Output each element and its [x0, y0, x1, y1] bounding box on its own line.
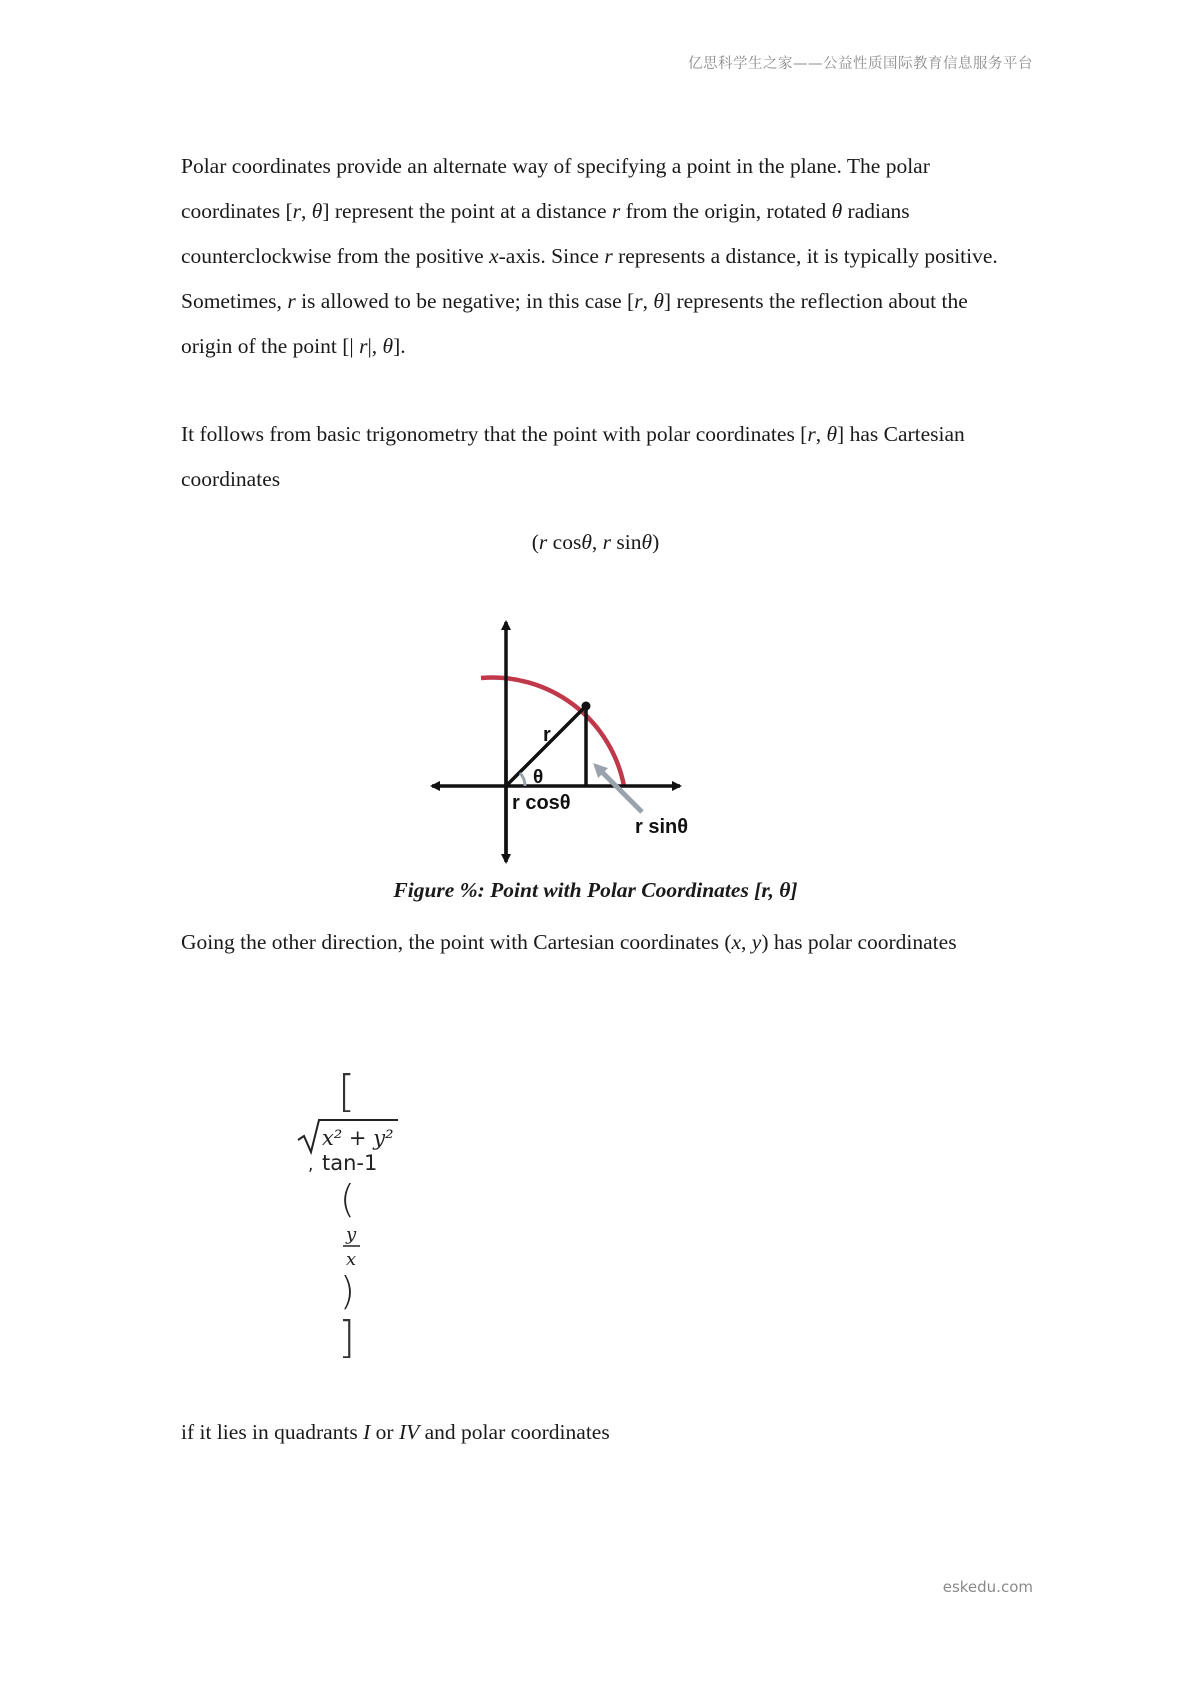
radius-line — [506, 706, 586, 786]
math-var: θ — [826, 422, 838, 446]
label-r-sin-theta: r sinθ — [635, 816, 689, 838]
text-run: ] represents the reflection about the origin of the point [| — [181, 289, 968, 358]
text-run: and polar coordinates — [419, 1420, 610, 1444]
equation-cartesian-coordinates — [0, 530, 1191, 555]
text-run: |, — [367, 334, 383, 358]
equation-part: sin — [611, 530, 642, 554]
text-run: , — [741, 930, 752, 954]
polar-coordinates-figure — [420, 610, 720, 870]
math-var: x — [731, 930, 742, 954]
math-var: θ — [581, 530, 592, 554]
math-var: θ — [382, 334, 394, 358]
text-run: is allowed to be negative; in this case [ — [295, 289, 635, 313]
polar-formula — [290, 1062, 420, 1362]
math-var: r — [287, 289, 296, 313]
math-var: θ — [641, 530, 653, 554]
figure-caption: Figure %: Point with Polar Coordinates [r, θ] — [393, 878, 798, 902]
equation-part: , — [591, 530, 603, 554]
formula-sqrt-expression: x² + y² — [322, 1126, 394, 1150]
text-run: represents a distance, it is typically positive. Sometimes, — [181, 244, 998, 313]
math-var: r — [604, 244, 613, 268]
math-var: r — [634, 289, 643, 313]
text-run: Going the other direction, the point with Cartesian coordinates ( — [181, 930, 732, 954]
text-run: , — [815, 422, 827, 446]
text-run: -axis. Since — [498, 244, 605, 268]
text-run: ]. — [393, 334, 406, 358]
formula-close-paren: ) — [340, 1269, 355, 1313]
math-var: r — [359, 334, 368, 358]
label-theta: θ — [533, 767, 544, 788]
math-var: θ — [653, 289, 664, 313]
label-r-cos-theta: r cosθ — [512, 792, 571, 814]
math-var: y — [751, 930, 762, 954]
paragraph-cartesian-from-polar — [181, 412, 1001, 502]
paragraph-polar-from-cartesian — [181, 920, 1001, 965]
formula-separator: , — [308, 1155, 314, 1175]
math-var: x — [489, 244, 499, 268]
header-site-name: 亿思科学生之家——公益性质国际教育信息服务平台 — [688, 56, 1033, 72]
angle-arc — [520, 773, 525, 786]
formula-numerator: y — [346, 1224, 357, 1245]
math-var: I — [363, 1420, 371, 1444]
formula-close-bracket: ] — [338, 1312, 356, 1362]
equation-part: cos — [547, 530, 582, 554]
text-run: Polar coordinates provide an alternate way of specifying a point in the plane. The polar coordinates [ — [181, 154, 930, 223]
formula-tan-inverse: tan-1 — [322, 1151, 378, 1175]
footer-site-url: eskedu.com — [942, 1578, 1033, 1596]
paragraph-polar-intro — [181, 144, 1001, 369]
equation-part: ) — [652, 530, 660, 554]
math-var: θ — [831, 199, 843, 223]
formula-open-paren: ( — [340, 1177, 355, 1221]
text-run: , — [642, 289, 654, 313]
polar-point — [582, 702, 591, 711]
text-run: ] has Cartesian coordinates — [181, 422, 965, 491]
formula-open-bracket: [ — [338, 1066, 356, 1117]
math-var: IV — [398, 1420, 420, 1444]
paragraph-quadrants — [181, 1410, 1001, 1455]
text-run: radians counterclockwise from the positive — [181, 199, 910, 268]
math-var: r — [807, 422, 816, 446]
text-run: from the origin, rotated — [620, 199, 832, 223]
math-var: r — [538, 530, 548, 554]
text-run: , — [301, 199, 312, 223]
text-run: if it lies in quadrants — [181, 1420, 364, 1444]
label-r: r — [543, 724, 551, 746]
math-var: r — [292, 199, 302, 223]
text-run: It follows from basic trigonometry that the point with polar coordinates [ — [181, 422, 808, 446]
math-var: r — [611, 199, 621, 223]
text-run: or — [370, 1420, 399, 1444]
equation-part: ( — [531, 530, 539, 554]
text-run: ) has polar coordinates — [761, 930, 957, 954]
math-var: θ — [311, 199, 323, 223]
math-var: r — [602, 530, 612, 554]
text-run: ] represent the point at a distance — [322, 199, 612, 223]
formula-denominator: x — [346, 1249, 357, 1270]
